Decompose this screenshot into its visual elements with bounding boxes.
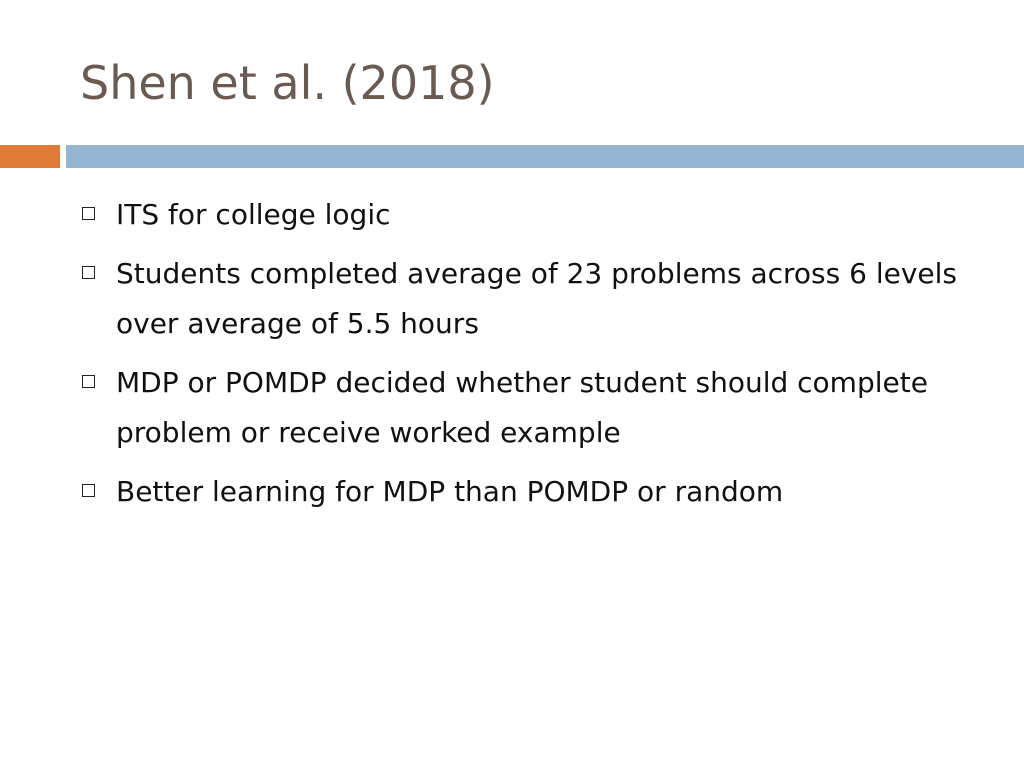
bullet-list (82, 190, 982, 526)
square-outline-icon (82, 266, 95, 279)
bullet-text: Better learning for MDP than POMDP or random (116, 475, 784, 508)
title-rule-bar (66, 145, 1024, 168)
slide-title: Shen et al. (2018) (80, 56, 495, 110)
title-accent-bar (0, 145, 60, 168)
bullet-text: Students completed average of 23 problems across 6 levels over average of 5.5 hours (116, 257, 957, 340)
bullet-text: ITS for college logic (116, 198, 391, 231)
list-item (82, 467, 982, 517)
list-item (82, 190, 982, 240)
list-item (82, 358, 982, 458)
list-item (82, 249, 982, 349)
square-outline-icon (82, 207, 95, 220)
square-outline-icon (82, 484, 95, 497)
bullet-text: MDP or POMDP decided whether student should complete problem or receive worked example (116, 366, 928, 449)
square-outline-icon (82, 375, 95, 388)
